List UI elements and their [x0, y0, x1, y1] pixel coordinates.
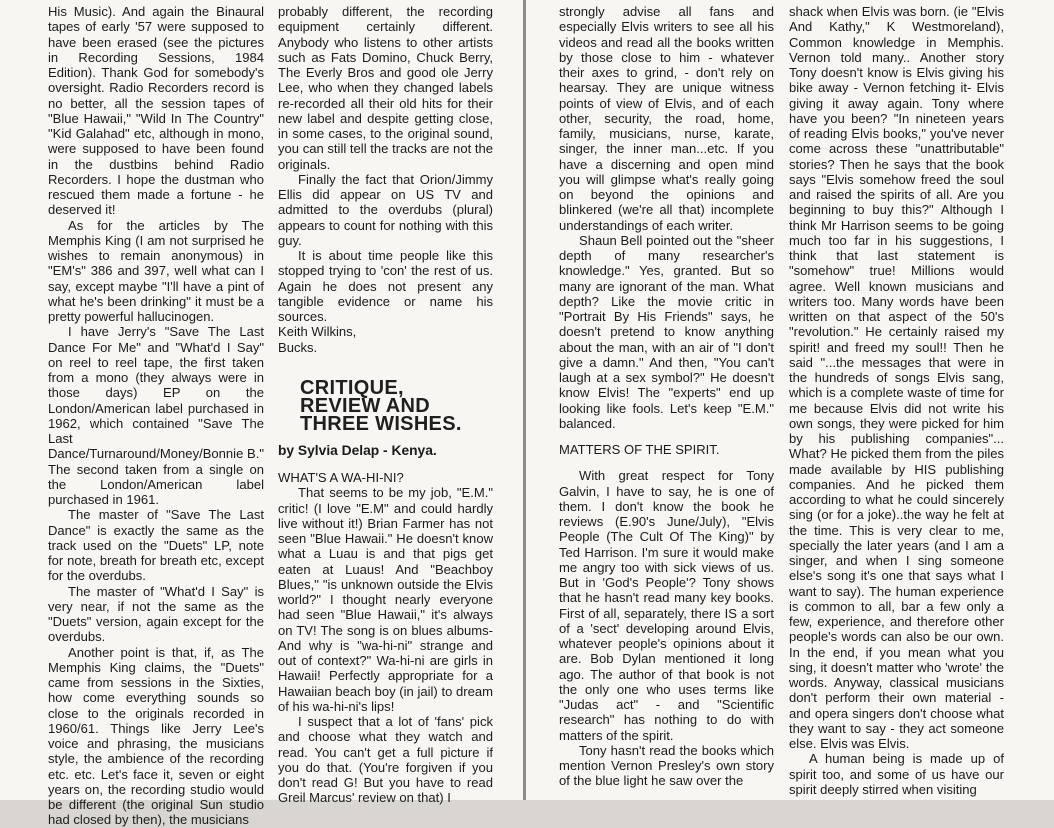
signature-name: Keith Wilkins, [278, 324, 357, 340]
left-page [0, 0, 523, 828]
paragraph: shack when Elvis was born. (ie "Elvis And Kathy," K Westmoreland), Common knowledge in Memphis. Vernon told many.. Another story Tony doesn't know is Elvis giving his bike away - Vernon fetching it- Elvis giving it away again. Tony where have you been? "In nineteen years of reading Elvis books," you've never come across these "unattributable" stories? Then he says that the book says "Elvis somehow freed the soul and raised the spirits of all. Are you beginning to buy this?" Although I think Mr Harrison seems to be going much too far in his suggestions, I think that last statement is "somehow" true! Millions would agree. Well known musicians and writers too. Many words have been written on that aspect of the 50's "revolution." He certainly raised my spirit! and freed my soul!! Then he said "...the messages that were in the hundreds of songs Elvis sang, which is a complete waste of time for me because Elvis did not write his own songs, they were picked for him by his publishing companies"... What? He picked them from the piles made available by HIS publishing companies. And he picked them according to what he could sincerely sing (or for a joke)..the way he felt at the time. This is very clear to me, specially the later years (and I am a singer, and when I sing someone else's song it's one that says what I want to say). The human experience is common to all, bar a few only a few, experience, and therefore other people's words can also be our own. In the end, if you mean what you sing, it doesn't matter who 'wrote' the words. Anyway, classical musicians don't perform their own material - and opera singers don't choose what they want to say - they act someone else. Elvis was Elvis. [789, 4, 1004, 751]
paragraph: It is about time people like this stopped trying to 'con' the rest of us. Again he does not present any tangible evidence or name his sources. [278, 248, 493, 324]
paragraph: The master of "What'd I Say" is very near, if not the same as the "Duets" version, again except for the overdubs. [48, 583, 264, 645]
paragraph: Another point is that, if, as The Memphis King claims, the "Duets" came from sessions in the Sixties, how come everything sounds so close to the originals recorded in 1960/61. Things like Jerry Lee's voice and phrasing, the musicians style, the ambience of the recording etc. etc. Let's face it, seven or eight years on, the recording studio would be different (the original Sun studio had closed by then), the musicians [48, 644, 264, 828]
paragraph: Tony hasn't read the books which mention Vernon Presley's own story of the blue light he saw over the [559, 742, 774, 789]
paragraph: A human being is made up of spirit too, and some of us have our spirit deeply stirred when visiting [789, 751, 1004, 797]
paragraph: The master of "Save The Last Dance" is exactly the same as the track used on the "Duets" LP, note for note, breath for breath etc, except for the overdubs. [48, 507, 264, 584]
section-heading: MATTERS OF THE SPIRIT. [559, 442, 720, 457]
right-column-2 [789, 4, 1004, 800]
paragraph: strongly advise all fans and especially Elvis writers to see all his videos and read all the books written by those close to him - whatever their axes to grind, - don't rely on hearsay. They are unique witness points of view of Elvis, and of each other, security, the road, home, family, musicians, nurse, karate, singer, the inner man...etc. If you have a discerning and open mind you will glimpse what's really going on beyond the opinions and blinkered (we're all that) incomplete understandings of each writer. [559, 4, 774, 233]
article-title-line: THREE WISHES. [300, 412, 462, 435]
paragraph: Finally the fact that Orion/Jimmy Ellis did appear on US TV and admitted to the overdubs (plural) appears to count for nothing with this guy. [278, 171, 493, 248]
article-title [300, 376, 493, 435]
section-heading: WHAT'S A WA-HI-NI? [278, 470, 404, 485]
article-byline: by Sylvia Delap - Kenya. [278, 442, 437, 458]
paragraph: That seems to be my job, "E.M." critic! (I love "E.M" and could hardly live without it!) Brian Farmer has not seen "Blue Hawaii." He doesn't know what a Luau is and that pigs get eaten at Luaus! And "Beachboy Blues," "is unknown outside the Elvis world?" I thought nearly everyone had seen "Blue Hawaii," it's always on TV! The song is on blues albums- And why is "wa-hi-ni" strange and out of context?" Wa-hi-ni are girls in Hawaii! Perfectly appropriate for a Hawaiian beach boy (in jail) to dream of his wa-hi-ni's lips! [278, 485, 493, 714]
paragraph: His Music). And again the Binaural tapes of early '57 were supposed to have been erased (see the pictures in Recording Sessions, 1984 Edition). Thank God for somebody's oversight. Radio Recorders record is no better, all the session tapes of "Blue Hawaii," "Wild In The Country" "Kid Galahad" etc, although in mono, were supposed to have been found in the dustbins behind Radio Recorders. I hope the dustman who rescued them made a fortune - he deserved it! [48, 4, 264, 218]
paragraph: I suspect that a lot of 'fans' pick and choose what they watch and read. You can't get a full picture if you do that. (You're forgiven if you don't read G! But you have to read Greil Marcus' review on that) I [278, 714, 493, 806]
signature-place: Bucks. [278, 339, 318, 355]
right-page [526, 0, 1054, 800]
left-column-2 [278, 4, 493, 806]
article-title-line: REVIEW AND [300, 394, 431, 417]
paragraph: probably different, the recording equipment certainly different. Anybody who listens to other artists such as Fats Domino, Chuck Berry, The Everly Bros and good ole Jerry Lee, who when they changed labels re-recorded all their old hits for their new label and despite getting close, in some cases, to the original sound, you can still tell the tracks are not the originals. [278, 4, 493, 172]
left-column-1 [48, 4, 264, 828]
paragraph: I have Jerry's "Save The Last Dance For Me" and "What'd I Say" on reel to reel tape, the first taken from a mono (they always were in those days) EP on the London/American label purchased in 1962, which contained "Save The Last Dance/Turnaround/Money/Bonnie B." The second taken from a single on the London/American label purchased in 1961. [48, 324, 264, 507]
article-title-line: CRITIQUE, [300, 376, 404, 399]
right-column-1 [559, 4, 774, 800]
paragraph: Shaun Bell pointed out the "sheer depth of many researcher's knowledge." Yes, granted. But so many are ignorant of the man. What depth? Like the movie critic in "Portrait By His Friends" says, he doesn't pretend to know anything about the man, with an air of "I don't give a damn." And then, "You can't laugh at a sex symbol?" He doesn't know Elvis! The "experts" end up looking like fools. Let's keep "E.M." balanced. [559, 232, 774, 431]
paragraph: As for the articles by The Memphis King (I am not surprised he wishes to remain anonymous) in "EM's" 386 and 397, well what can I say, except maybe "I'll have a pint of what he's been drinking" it must be a pretty powerful hallucinogen. [48, 217, 264, 324]
paragraph: With great respect for Tony Galvin, I have to say, he is one of them. I don't know the book he reviews (E.90's June/July), "Elvis People (The Cult Of The King)" by Ted Harrison. I'm sure it would make me angry too with sick views of us. But in 'God's People'? Tony shows that he hasn't read many key books. First of all, separately, there IS a sort of a 'sect' developing around Elvis, whatever people's opinions about it are. Bob Dylan mentioned it long ago. The author of that book is not the only one who uses terms like "Judas act" - and "Scientific research" has nothing to do with matters of the spirit. [559, 468, 774, 743]
